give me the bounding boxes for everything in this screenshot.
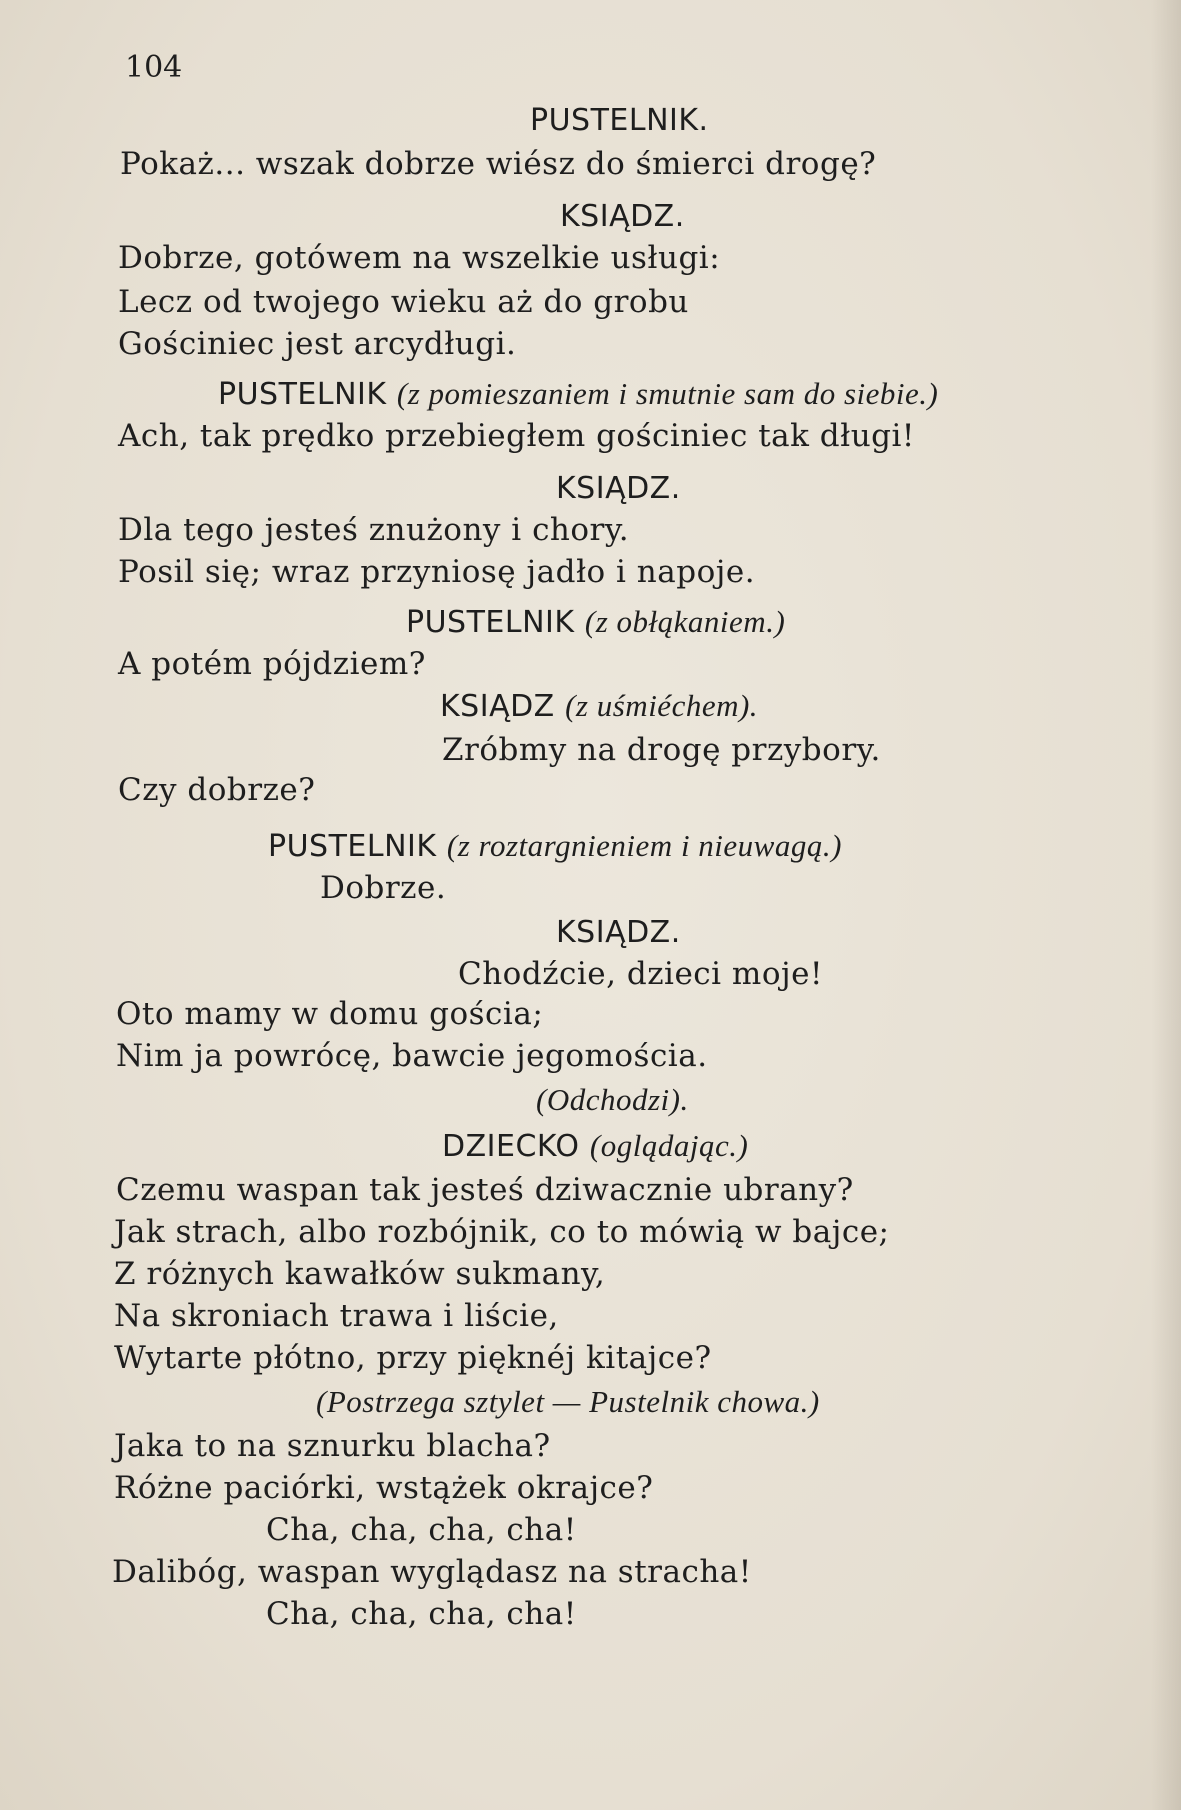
verse-line: Różne paciórki, wstążek okrajce? bbox=[114, 1470, 654, 1506]
stage-direction: (Odchodzi). bbox=[536, 1082, 689, 1117]
verse-line: Dobrze, gotówem na wszelkie usługi: bbox=[118, 240, 721, 276]
verse-line: Cha, cha, cha, cha! bbox=[266, 1512, 577, 1548]
speaker-line bbox=[406, 602, 785, 643]
verse-line: Jak strach, albo rozbójnik, co to mówią w bajce; bbox=[114, 1214, 890, 1250]
speaker-name: PUSTELNIK. bbox=[530, 103, 709, 138]
speaker-name: KSIĄDZ. bbox=[560, 199, 685, 234]
speaker-name: KSIĄDZ. bbox=[556, 471, 681, 506]
verse-line: Nim ja powrócę, bawcie jegomościa. bbox=[116, 1038, 708, 1074]
verse-line: Ach, tak prędko przebiegłem gościniec tak długi! bbox=[118, 418, 915, 454]
speaker-line bbox=[268, 826, 842, 867]
speaker-name: PUSTELNIK bbox=[218, 377, 387, 412]
speaker-line bbox=[560, 196, 685, 237]
stage-direction-line bbox=[536, 1080, 689, 1120]
verse-line: Cha, cha, cha, cha! bbox=[266, 1596, 577, 1632]
speaker-line bbox=[556, 912, 681, 953]
speaker-line bbox=[440, 686, 758, 727]
speaker-name: DZIECKO bbox=[442, 1129, 580, 1164]
verse-line: Czemu waspan tak jesteś dziwacznie ubrany? bbox=[116, 1172, 854, 1208]
speaker-line bbox=[556, 468, 681, 509]
stage-direction: (Postrzega sztylet — Pustelnik chowa.) bbox=[316, 1384, 820, 1419]
verse-line: Lecz od twojego wieku aż do grobu bbox=[118, 284, 689, 320]
verse-line: Jaka to na sznurku blacha? bbox=[114, 1428, 551, 1464]
verse-line: Chodźcie, dzieci moje! bbox=[458, 956, 823, 992]
speaker-line bbox=[442, 1126, 748, 1167]
verse-line: Czy dobrze? bbox=[118, 772, 316, 808]
speaker-line bbox=[530, 100, 709, 141]
speaker-name: PUSTELNIK bbox=[406, 605, 575, 640]
stage-direction-line bbox=[316, 1382, 820, 1422]
stage-direction: (z pomieszaniem i smutnie sam do siebie.) bbox=[396, 376, 939, 411]
verse-line: Dla tego jesteś znużony i chory. bbox=[118, 512, 630, 548]
verse-line: Gościniec jest arcydługi. bbox=[118, 326, 517, 362]
verse-line: Dalibóg, waspan wyglądasz na stracha! bbox=[112, 1554, 752, 1590]
verse-line: Pokaż... wszak dobrze wiész do śmierci drogę? bbox=[120, 146, 877, 182]
stage-direction: (z uśmiéchem). bbox=[565, 688, 759, 723]
stage-direction: (z obłąkaniem.) bbox=[584, 604, 786, 639]
verse-line: Posil się; wraz przyniosę jadło i napoje. bbox=[118, 554, 756, 590]
stage-direction: (z roztargnieniem i nieuwagą.) bbox=[446, 828, 842, 863]
stage-direction: (oglądając.) bbox=[589, 1128, 749, 1163]
verse-line: Wytarte płótno, przy pięknéj kitajce? bbox=[114, 1340, 712, 1376]
verse-line: Zróbmy na drogę przybory. bbox=[442, 732, 881, 768]
verse-line: Dobrze. bbox=[320, 870, 447, 906]
speaker-name: PUSTELNIK bbox=[268, 829, 437, 864]
page-edge-shadow bbox=[1151, 0, 1181, 1810]
page-number: 104 bbox=[125, 50, 183, 85]
verse-line: Oto mamy w domu gościa; bbox=[116, 996, 544, 1032]
verse-line: Z różnych kawałków sukmany, bbox=[114, 1256, 606, 1292]
speaker-line bbox=[218, 374, 938, 415]
verse-line: Na skroniach trawa i liście, bbox=[114, 1298, 559, 1334]
speaker-name: KSIĄDZ bbox=[440, 689, 555, 724]
speaker-name: KSIĄDZ. bbox=[556, 915, 681, 950]
verse-line: A potém pójdziem? bbox=[118, 646, 426, 682]
